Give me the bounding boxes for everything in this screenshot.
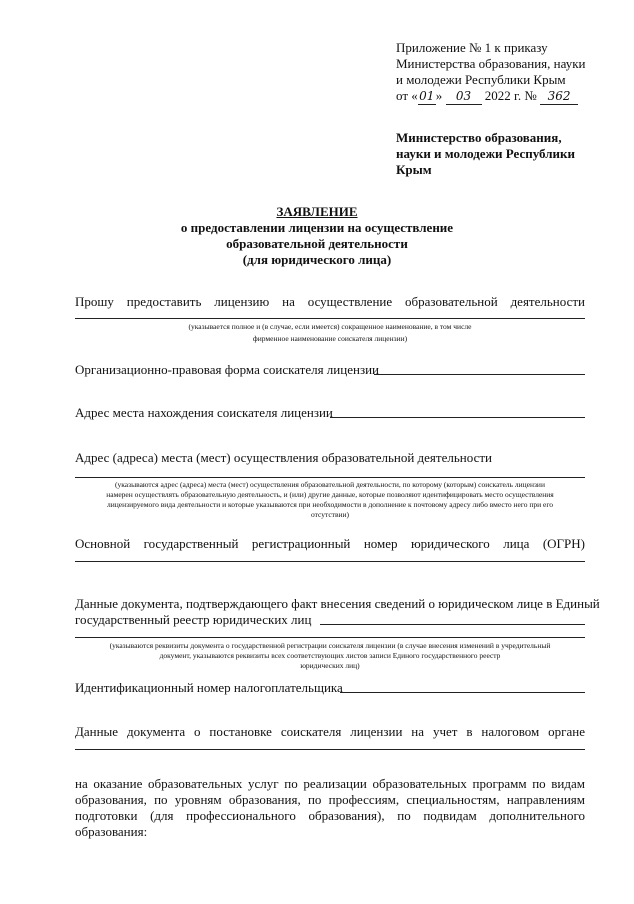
recipient-line-3: Крым <box>396 162 432 177</box>
activity-hint-3: лицензируемого вида деятельности и которые указываются при необходимости в дополнение к почтовому адресу либо вместо него при его <box>107 500 553 509</box>
appendix-date-line <box>396 88 578 105</box>
egrul-hint-3: юридических лиц) <box>300 661 360 670</box>
egrul-label-line-1: Данные документа, подтверждающего факт внесения сведений о юридическом лице в Единый <box>75 596 600 611</box>
egrul-line-1 <box>320 624 585 625</box>
legal-form-line <box>374 374 585 375</box>
appendix-line-2: Министерства образования, науки <box>396 56 586 71</box>
inn-line <box>340 692 585 693</box>
legal-form-label: Организационно-правовая форма соискателя лицензии <box>75 362 379 377</box>
title-line-1: о предоставлении лицензии на осуществление <box>180 220 454 235</box>
egrul-label-line-2: государственный реестр юридических лиц <box>75 612 312 627</box>
egrul-line-2 <box>75 637 585 638</box>
address-line <box>330 417 585 418</box>
ogrn-label: Основной государственный регистрационный номер юридического лица (ОГРН) <box>75 536 585 551</box>
request-text: Прошу предоставить лицензию на осуществление образовательной деятельности <box>75 294 585 309</box>
activity-address-label: Адрес (адреса) места (мест) осуществления образовательной деятельности <box>75 450 492 465</box>
title-main: ЗАЯВЛЕНИЕ <box>276 204 358 219</box>
recipient-line-1: Министерство образования, <box>396 130 562 145</box>
request-hint-2: фирменное наименование соискателя лицензии) <box>252 334 408 343</box>
appendix-line-3: и молодежи Республики Крым <box>396 72 566 87</box>
request-hint-1: (указывается полное и (в случае, если имеется) сокращенное наименование, в том числе <box>188 322 472 331</box>
date-prefix: от « <box>396 88 418 103</box>
date-month: 03 <box>446 88 482 105</box>
services-paragraph: на оказание образовательных услуг по реализации образовательных программ по видам образования, по уровням образования, по профессиям, специальностям, направлениям подготовки (для профессионального образования), по подвидам дополнительного образования: <box>75 776 585 839</box>
date-year: 2022 г. № <box>484 88 537 103</box>
activity-hint-2: намерен осуществлять образовательную деятельность, и (или) другие данные, которые позволяют идентифицировать место осуществления <box>106 490 554 499</box>
inn-label: Идентификационный номер налогоплательщика <box>75 680 343 695</box>
egrul-hint-2: документ, указываются реквизиты всех соответствующих листов записи Единого государственного реестр <box>159 651 501 660</box>
tax-line <box>75 749 585 750</box>
activity-hint-1: (указываются адрес (адреса) места (мест) осуществления образовательной деятельности, по которому (которым) соискатель лицензии <box>115 480 545 489</box>
appendix-line-1: Приложение № 1 к приказу <box>396 40 548 55</box>
egrul-hint-1: (указываются реквизиты документа о государственной регистрации соискателя лицензии (в случае внесения изменений в учредительный <box>109 641 551 650</box>
date-mid: » <box>435 88 443 103</box>
recipient-line-2: науки и молодежи Республики <box>396 146 575 161</box>
title-line-2: образовательной деятельности <box>226 236 408 251</box>
ogrn-line <box>75 561 585 562</box>
address-label: Адрес места нахождения соискателя лицензии <box>75 405 333 420</box>
activity-address-line <box>75 477 585 478</box>
activity-hint-4: отсутствии) <box>310 510 350 519</box>
date-day: 01 <box>419 89 435 103</box>
request-name-line <box>75 318 585 319</box>
title-line-3: (для юридического лица) <box>242 252 392 267</box>
tax-label: Данные документа о постановке соискателя лицензии на учет в налоговом органе <box>75 724 585 739</box>
order-number: 362 <box>540 88 578 105</box>
